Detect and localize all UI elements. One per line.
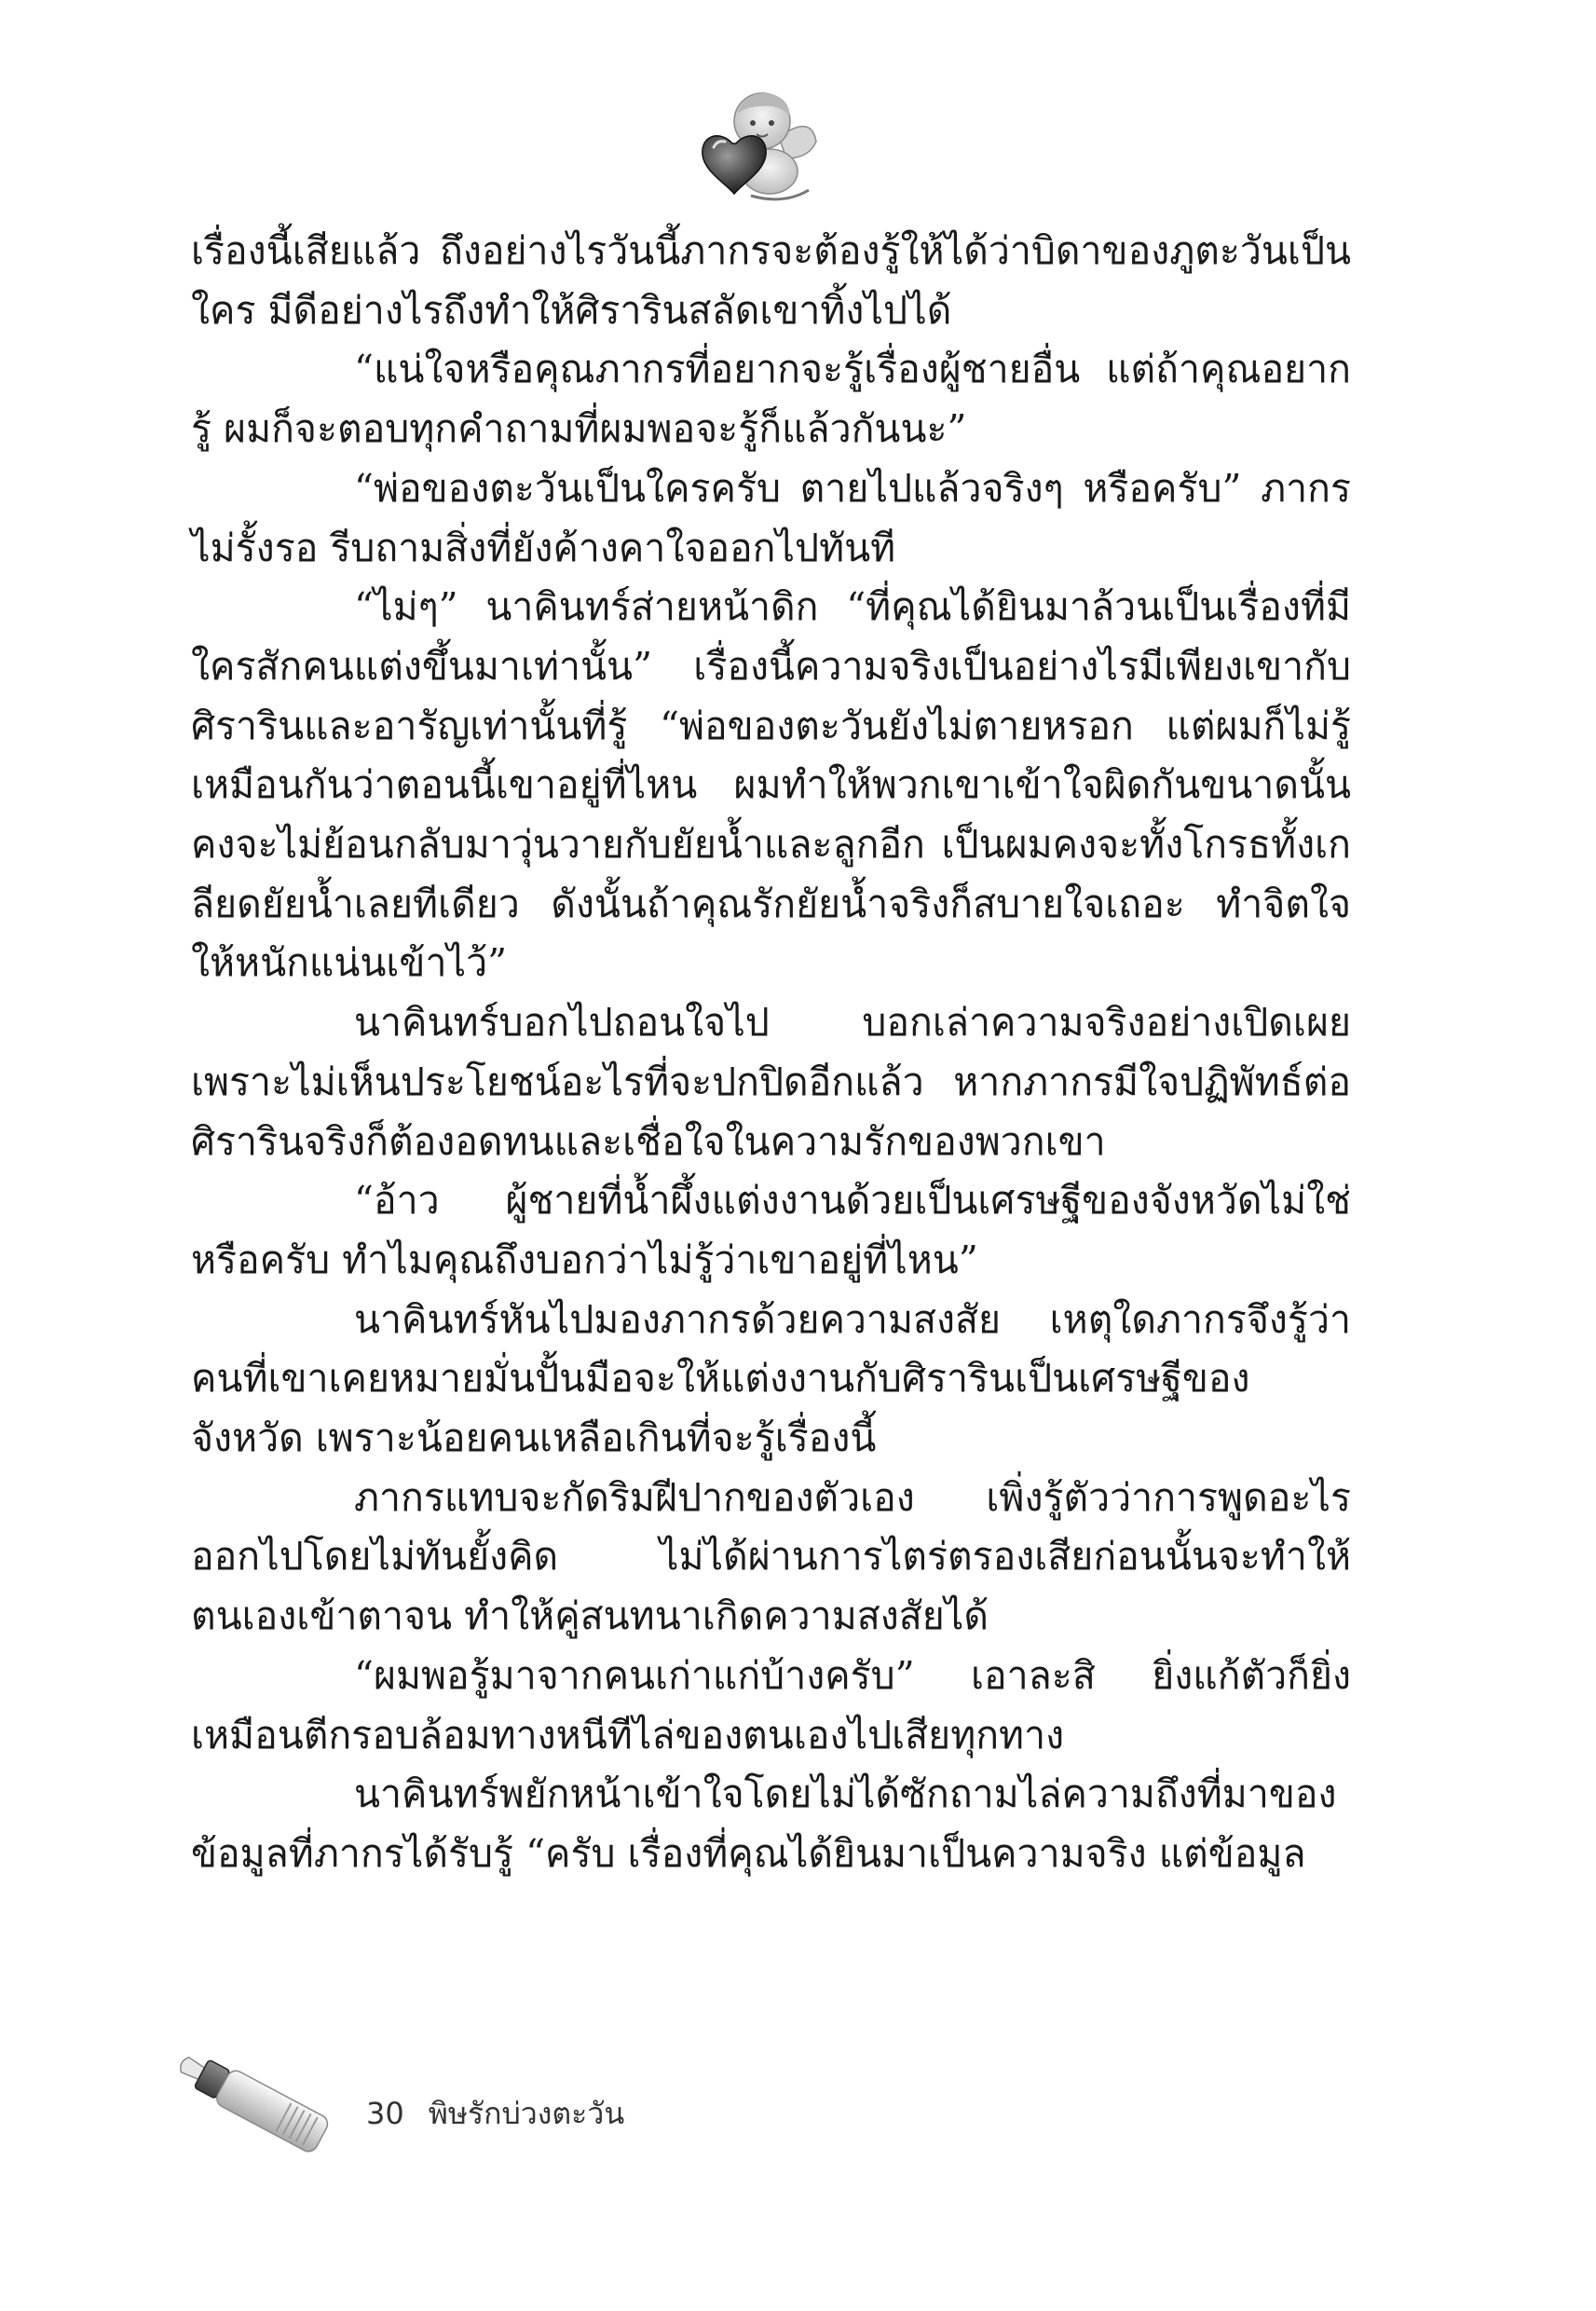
paragraph: “อ้าว ผู้ชายที่น้ำผึ้งแต่งงานด้วยเป็นเศรษฐีของจังหวัดไม่ใช่หรือครับ ทำไมคุณถึงบอกว่าไม่รู้ว่าเขาอยู่ที่ไหน” [191, 1178, 1351, 1282]
paragraph: นาคินทร์บอกไปถอนใจไป บอกเล่าความจริงอย่างเปิดเผยเพราะไม่เห็นประโยชน์อะไรที่จะปกปิดอีกแล้ว หากภากรมีใจปฏิพัทธ์ต่อศิรารินจริงก็ต้องอดทนและเชื่อใจในความรักของพวกเขา [191, 1000, 1351, 1164]
paragraph: นาคินทร์พยักหน้าเข้าใจโดยไม่ได้ซักถามไล่ความถึงที่มาของข้อมูลที่ภากรได้รับรู้ “ครับ เรื่องที่คุณได้ยินมาเป็นความจริง แต่ข้อมูล [191, 1771, 1337, 1876]
paragraph: “แน่ใจหรือคุณภากรที่อยากจะรู้เรื่องผู้ชายอื่น แต่ถ้าคุณอยากรู้ ผมก็จะตอบทุกคำถามที่ผมพอจะรู้ก็แล้วกันนะ” [191, 347, 1351, 452]
book-title: พิษรักบ่วงตะวัน [428, 2096, 625, 2131]
body-text [191, 222, 1351, 1884]
paragraph: “ไม่ๆ” นาคินทร์ส่ายหน้าดิก “ที่คุณได้ยินมาล้วนเป็นเรื่องที่มีใครสักคนแต่งขึ้นมาเท่านั้น” เรื่องนี้ความจริงเป็นอย่างไรมีเพียงเขากับศิรารินและอารัญเท่านั้นที่รู้ “พ่อของตะวันยังไม่ตายหรอก แต่ผมก็ไม่รู้เหมือนกันว่าตอนนี้เขาอยู่ที่ไหน ผมทำให้พวกเขาเข้าใจผิดกันขนาดนั้นคงจะไม่ย้อนกลับมาวุ่นวายกับยัยน้ำและลูกอีก เป็นผมคงจะทั้งโกรธทั้งเกลียดยัยน้ำเลยทีเดียว ดังนั้นถ้าคุณรักยัยน้ำจริงก็สบายใจเถอะ ทำจิตใจให้หนักแน่นเข้าไว้” [191, 584, 1351, 986]
paragraph: นาคินทร์หันไปมองภากรด้วยความสงสัย เหตุใดภากรจึงรู้ว่าคนที่เขาเคยหมายมั่นปั้นมือจะให้แต่งงานกับศิรารินเป็นเศรษฐีของจังหวัด เพราะน้อยคนเหลือเกินที่จะรู้เรื่องนี้ [191, 1296, 1351, 1461]
paragraph: “ผมพอรู้มาจากคนเก่าแก่บ้างครับ” เอาละสิ ยิ่งแก้ตัวก็ยิ่งเหมือนตีกรอบล้อมทางหนีทีไล่ของตนเองไปเสียทุกทาง [191, 1652, 1351, 1757]
cupid-heart-icon [686, 86, 825, 207]
paragraph: “พ่อของตะวันเป็นใครครับ ตายไปแล้วจริงๆ หรือครับ” ภากรไม่รั้งรอ รีบถามสิ่งที่ยังค้างคาใจออกไปทันที [191, 465, 1351, 570]
paragraph: เรื่องนี้เสียแล้ว ถึงอย่างไรวันนี้ภากรจะต้องรู้ให้ได้ว่าบิดาของภูตะวันเป็นใคร มีดีอย่างไรถึงทำให้ศิรารินสลัดเขาทิ้งไปได้ [191, 228, 1351, 333]
page-number: 30 [366, 2096, 404, 2131]
baby-bottle-icon [166, 2034, 352, 2174]
page-footer [366, 2090, 624, 2138]
paragraph: ภากรแทบจะกัดริมฝีปากของตัวเอง เพิ่งรู้ตัวว่าการพูดอะไรออกไปโดยไม่ทันยั้งคิด ไม่ได้ผ่านการไตร่ตรองเสียก่อนนั้นจะทำให้ตนเองเข้าตาจน ทำให้คู่สนทนาเกิดความสงสัยได้ [191, 1474, 1351, 1639]
